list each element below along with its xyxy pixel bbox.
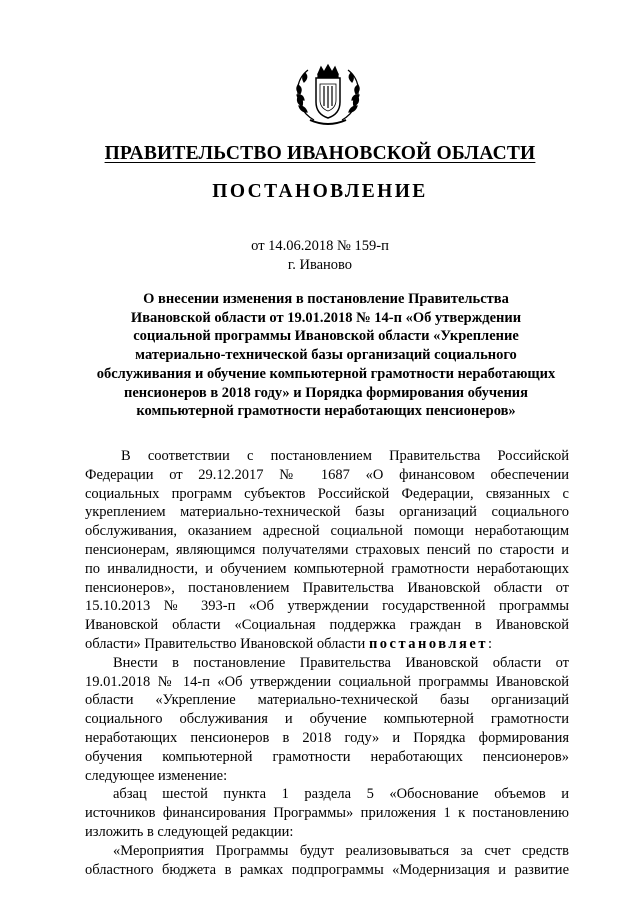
coat-of-arms-icon	[290, 62, 366, 128]
text-line: обслуживания, оказанием адресной социальной помощи неработающим	[85, 523, 569, 540]
document-subject	[76, 290, 576, 421]
body-paragraph-preamble	[85, 447, 569, 654]
text-line: источников финансирования Программы» приложения 1 к постановлению	[85, 805, 569, 822]
text-line: 15.10.2013 № 393-п «Об утверждении государственной программы	[85, 598, 569, 615]
text-fragment: :	[487, 635, 492, 652]
text-line: области «Укрепление материально-технической базы организаций	[85, 692, 569, 709]
document-type: ПОСТАНОВЛЕНИЕ	[212, 181, 428, 202]
text-line: В соответствии с постановлением Правительства Российской	[121, 448, 569, 464]
subject-line: материально-технической базы организаций социального	[135, 347, 517, 364]
text-line: социальных программ субъектов Российской Федерации, связанных с	[85, 485, 569, 502]
text-line: обучения компьютерной грамотности неработающих пенсионеров»	[85, 748, 569, 765]
document-body	[85, 447, 569, 879]
body-paragraph-change	[85, 785, 569, 841]
subject-line: О внесении изменения в постановление Правительства	[143, 291, 509, 307]
text-line: «Мероприятия Программы будут реализовываться за счет средств	[113, 842, 569, 859]
resolution-keyword: постановляет	[368, 635, 488, 652]
text-line: пенсионеров», постановлением Правительства Ивановской области от	[85, 579, 569, 596]
government-title: ПРАВИТЕЛЬСТВО ИВАНОВСКОЙ ОБЛАСТИ	[104, 143, 536, 164]
text-line: абзац шестой пункта 1 раздела 5 «Обоснование объемов и	[113, 786, 569, 803]
text-line: социального обслуживания и обучение компьютерной грамотности	[85, 711, 569, 728]
document-city: г. Иваново	[287, 257, 353, 273]
subject-line: обслуживания и обучение компьютерной грамотности неработающих	[96, 365, 556, 382]
text-line: 19.01.2018 № 14-п «Об утверждении социальной программы Ивановской	[85, 673, 569, 690]
subject-line: социальной программы Ивановской области «Укрепление	[133, 328, 519, 345]
text-line: изложить в следующей редакции:	[85, 823, 294, 840]
text-line: неработающих пенсионеров в 2018 году» и Порядка формирования	[85, 729, 569, 746]
text-line: укреплением материально-технической базы организаций социального	[85, 504, 569, 521]
text-line	[85, 635, 569, 654]
body-paragraph-quote	[85, 842, 569, 880]
text-line: пенсионерам, являющимся получателями страховых пенсий по старости и	[85, 541, 569, 558]
subject-line: пенсионеров в 2018 году» и Порядка формирования обучения	[123, 384, 529, 401]
text-line: областного бюджета в рамках подпрограммы «Модернизация и развитие	[85, 861, 569, 878]
text-line: Внести в постановление Правительства Ивановской области от	[113, 654, 569, 671]
text-line: Ивановской области «Социальная поддержка граждан в Ивановской	[85, 617, 569, 634]
text-line: Федерации от 29.12.2017 № 1687 «О финансовом обеспечении	[85, 466, 569, 483]
text-line: по инвалидности, и обучением компьютерной грамотности неработающих	[85, 560, 569, 577]
text-fragment: области» Правительство Ивановской области	[85, 635, 366, 652]
document-date-number: от 14.06.2018 № 159-п	[251, 238, 389, 254]
subject-line: компьютерной грамотности неработающих пенсионеров»	[136, 403, 516, 420]
subject-line: Ивановской области от 19.01.2018 № 14-п «Об утверждении	[130, 309, 522, 326]
body-paragraph-amendment	[85, 654, 569, 786]
text-line: следующее изменение:	[85, 767, 228, 784]
